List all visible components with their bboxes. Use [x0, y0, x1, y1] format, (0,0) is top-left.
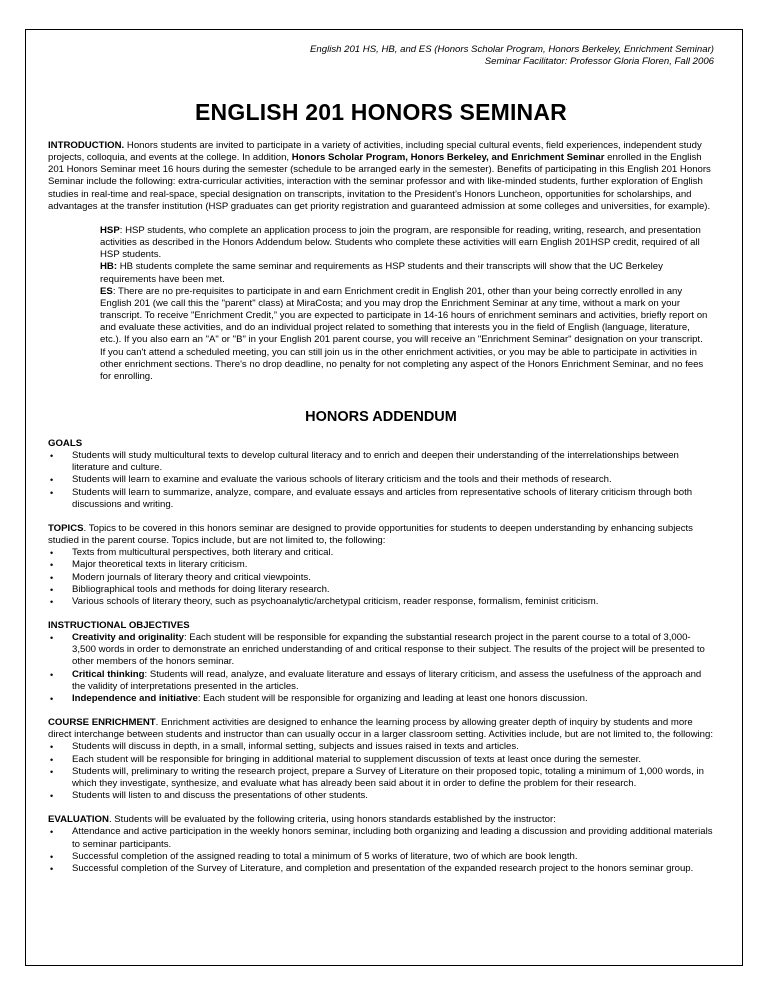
bullet-icon: •	[50, 693, 54, 704]
goals-label: GOALS	[48, 437, 83, 449]
list-item	[48, 632, 714, 668]
goal-text: Students will learn to examine and evaluate the various schools of literary criticism and the tools and their methods of research.	[72, 474, 612, 486]
goal-text: Students will study multicultural texts to develop cultural literacy and to enrich and deepen their understanding of the interrelationships between literature and culture.	[72, 450, 679, 474]
bullet-icon: •	[50, 766, 54, 777]
hsp-text: : HSP students, who complete an application process to join the program, are responsible for reading, writing, research, and presentation activities as described in the Honors Addendum below. Students who complete these activities will earn English 201HSP credit, required of all HSP students.	[100, 224, 701, 261]
introduction-bold-programs: Honors Scholar Program, Honors Berkeley, and Enrichment Seminar	[291, 152, 605, 164]
topic-text: Texts from multicultural perspectives, both literary and critical.	[72, 547, 334, 559]
enrichment-text: . Enrichment activities are designed to enhance the learning process by allowing greater depth of inquiry by students and more direct interchange between students and instructor than can usually occur in a larger classroom setting. Activities include, but are not limited to, the following:	[48, 717, 713, 741]
goal-text: Students will learn to summarize, analyze, compare, and evaluate essays and articles from representative schools of literary criticism through both discussions and writing.	[72, 486, 693, 510]
evaluation-section	[48, 814, 714, 875]
list-item	[48, 826, 714, 850]
objective-lead: Independence and initiative	[72, 692, 198, 704]
topic-text: Modern journals of literary theory and critical viewpoints.	[72, 571, 311, 583]
objective-text: : Each student will be responsible for organizing and leading at least one honors discussion.	[197, 692, 588, 704]
introduction-text-2: enrolled in the English 201 Honors Seminar meet 16 hours during the semester (schedule to be arranged early in the semester). Benefits of participating in this English 201 Honors Seminar include the following: extra-curricular activities, interaction with the seminar professor and with like-minded students, further exploration of English studies in real-time and real-space, special designation on transcripts, invitation to the President’s Honors Luncheon, opportunities for scholarships, and advantages at the transfer institution (HSP graduates can get priority registration and guaranteed admission at some colleges and universities, for example).	[48, 152, 711, 212]
evaluation-intro	[48, 814, 714, 826]
list-item	[48, 754, 714, 766]
es-text: : There are no pre-requisites to participate in and earn Enrichment credit in English 201, other than your being correctly enrolled in any English 201 (we call this the "parent" class) at MiraCosta; and you may drop the Enrichment Seminar at any time, without a mark on your transcript. To receive "Enrichment Credit,” you are expected to participate in 14-16 hours of enrichment seminars and activities, briefly report on and evaluate these activities, and do an individual project related to something that interests you in the field of English (language, literature, etc.). If you also earn an "A" or "B" in your English 201 parent course, you will receive an "Enrichment Seminar" designation on your transcript. If you can't attend a scheduled meeting, you can still join us in the other enrichment activities, or you may be able to participate in activities in other enrichment sections. There's no drop deadline, no penalty for not completing any aspect of the Honors Enrichment Seminar, and no fees for enrolling.	[100, 285, 708, 382]
evaluation-item-text: Successful completion of the Survey of Literature, and completion and presentation of the expanded research project to the honors seminar group.	[72, 862, 694, 874]
evaluation-item-text: Successful completion of the assigned reading to total a minimum of 5 works of literature, two of which are book length.	[72, 850, 578, 862]
bullet-icon: •	[50, 669, 54, 680]
evaluation-list	[48, 826, 714, 875]
page-content	[48, 44, 714, 875]
topic-text: Various schools of literary theory, such as psychoanalytic/archetypal criticism, reader response, formalism, feminist criticism.	[72, 595, 599, 607]
list-item	[48, 572, 714, 584]
topics-label: TOPICS	[48, 522, 84, 534]
list-item	[48, 474, 714, 486]
addendum-title: HONORS ADDENDUM	[305, 408, 457, 425]
es-label: ES	[100, 285, 113, 297]
bullet-icon: •	[50, 827, 54, 838]
list-item	[48, 450, 714, 474]
topics-text: . Topics to be covered in this honors seminar are designed to provide opportunities for students to deepen understanding by enhancing subjects studied in the parent course. Topics include, but are not limited to, the following:	[48, 522, 693, 547]
bullet-icon: •	[50, 451, 54, 462]
bullet-icon: •	[50, 791, 54, 802]
page-title: ENGLISH 201 HONORS SEMINAR	[195, 99, 567, 125]
page-header	[48, 44, 714, 68]
enrichment-item-text: Students will discuss in depth, in a small, informal setting, subjects and issues raised in texts and articles.	[72, 741, 519, 753]
evaluation-text: . Students will be evaluated by the following criteria, using honors standards established by the instructor:	[108, 814, 556, 826]
introduction-label: INTRODUCTION.	[48, 140, 125, 151]
bullet-icon: •	[50, 633, 54, 644]
evaluation-item-text: Attendance and active participation in the weekly honors seminar, including both organizing and leading a discussion and providing additional materials to seminar participants.	[72, 826, 713, 850]
objective-lead: Critical thinking	[72, 668, 145, 680]
list-item	[48, 766, 714, 790]
bullet-icon: •	[50, 742, 54, 753]
list-item	[48, 547, 714, 559]
objective-text: : Students will read, analyze, and evaluate literature and essays of literary criticism, and assess the usefulness of the approach and the validity of interpretations presented in the articles.	[72, 668, 702, 692]
hb-text: HB students complete the same seminar and requirements as HSP students and their transcripts will show that the UC Berkeley requirements have been met.	[100, 261, 663, 285]
bullet-icon: •	[50, 487, 54, 498]
introduction-text-1: Honors students are invited to participate in a variety of activities, including special cultural events, field experiences, independent study projects, colloquia, and events at the college. In addition,	[48, 140, 702, 164]
bullet-icon: •	[50, 548, 54, 559]
bullet-icon: •	[50, 475, 54, 486]
objective-lead: Creativity and originality	[72, 632, 184, 644]
list-item	[48, 851, 714, 863]
objective-text: : Each student will be responsible for expanding the substantial research project in the parent course to a total of 3,000-3,500 words in order to demonstrate an enriched understanding of and critical response to their subject. The results of the project will be presented to other members of the honors seminar.	[72, 632, 705, 668]
introduction-paragraph	[48, 140, 714, 213]
program-descriptions	[100, 225, 710, 383]
objectives-label: INSTRUCTIONAL OBJECTIVES	[48, 620, 190, 631]
bullet-icon: •	[50, 596, 54, 607]
hb-label: HB:	[100, 261, 118, 273]
bullet-icon: •	[50, 754, 54, 765]
topics-intro	[48, 523, 714, 547]
hb-paragraph	[100, 261, 710, 285]
enrichment-section	[48, 717, 714, 802]
topics-section	[48, 523, 714, 608]
topics-list	[48, 547, 714, 608]
list-item	[48, 790, 714, 802]
list-item	[48, 863, 714, 875]
bullet-icon: •	[50, 863, 54, 874]
hsp-paragraph	[100, 225, 710, 261]
header-facilitator-line: Seminar Facilitator: Professor Gloria Floren, Fall 2006	[484, 56, 714, 67]
enrichment-item-text: Each student will be responsible for bringing in additional material to supplement discussion of texts at least once during the semester.	[72, 753, 642, 765]
bullet-icon: •	[50, 572, 54, 583]
list-item	[48, 584, 714, 596]
list-item	[48, 596, 714, 608]
list-item	[48, 487, 714, 511]
list-item	[48, 559, 714, 571]
list-item	[48, 741, 714, 753]
header-course-line: English 201 HS, HB, and ES (Honors Scholar Program, Honors Berkeley, Enrichment Seminar)	[310, 44, 714, 55]
enrichment-item-text: Students will listen to and discuss the presentations of other students.	[72, 790, 368, 802]
enrichment-label: COURSE ENRICHMENT	[48, 717, 156, 729]
bullet-icon: •	[50, 851, 54, 862]
topic-text: Bibliographical tools and methods for doing literary research.	[72, 583, 330, 595]
goals-section	[48, 438, 714, 511]
topic-text: Major theoretical texts in literary criticism.	[72, 559, 248, 571]
enrichment-intro	[48, 717, 714, 741]
objectives-list	[48, 632, 714, 705]
enrichment-item-text: Students will, preliminary to writing the research project, prepare a Survey of Literature on their proposed topic, totaling a minimum of 1,000 words, in which they investigate, synthesize, and evaluate what has already been said about it in order to define the problem for their research.	[72, 765, 704, 789]
bullet-icon: •	[50, 560, 54, 571]
bullet-icon: •	[50, 584, 54, 595]
evaluation-label: EVALUATION	[48, 814, 109, 826]
list-item	[48, 669, 714, 693]
goals-list	[48, 450, 714, 511]
objectives-section	[48, 620, 714, 705]
enrichment-list	[48, 741, 714, 802]
document-page	[25, 29, 743, 966]
list-item	[48, 693, 714, 705]
hsp-label: HSP	[100, 224, 120, 236]
es-paragraph	[100, 286, 710, 383]
